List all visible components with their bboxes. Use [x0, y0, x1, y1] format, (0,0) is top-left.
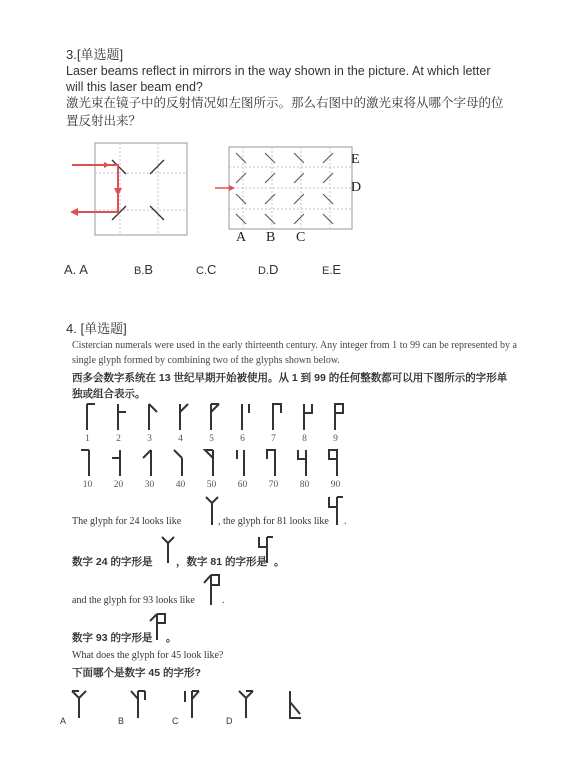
q3-option-c-key: C. — [196, 265, 207, 277]
grid-label-e: E — [351, 152, 360, 167]
glyph-7 — [258, 400, 289, 450]
q3-option-b[interactable] — [134, 262, 153, 277]
q3-option-d[interactable] — [258, 262, 278, 277]
glyph-10 — [72, 446, 103, 496]
q4-choice-e-glyph[interactable] — [274, 688, 314, 728]
q4-choice-b[interactable] — [118, 688, 158, 728]
q3-prompt-en: Laser beams reflect in mirrors in the way shown in the picture. At which letter will this laser beam end? — [66, 64, 491, 94]
glyph-7-label: 7 — [271, 434, 276, 444]
units-glyph-row — [72, 400, 351, 450]
tens-glyph-row — [72, 446, 351, 496]
glyph-10-label: 10 — [82, 480, 93, 490]
glyph-4-label: 4 — [178, 434, 183, 444]
glyph-60 — [227, 446, 258, 496]
glyph-80 — [289, 446, 320, 496]
glyph-8-label: 8 — [302, 434, 307, 444]
q4-choices — [60, 688, 340, 728]
glyph-40 — [165, 446, 196, 496]
example-24-81-cn-line — [72, 535, 512, 569]
glyph-24-cn-icon — [160, 535, 176, 565]
glyph-20 — [103, 446, 134, 496]
glyph-50 — [196, 446, 227, 496]
q3-option-a-key: A. — [64, 262, 77, 277]
q4-choice-b-label: B — [118, 716, 125, 726]
grid-label-d: D — [351, 180, 362, 195]
glyph-6 — [227, 400, 258, 450]
q4-choice-c[interactable] — [172, 688, 212, 728]
glyph-20-label: 20 — [113, 480, 124, 490]
glyph-70 — [258, 446, 289, 496]
glyph-70-label: 70 — [268, 480, 279, 490]
q4-choice-a[interactable] — [60, 688, 100, 728]
ex1-text-c: . — [344, 516, 347, 527]
glyph-90-label: 90 — [330, 480, 341, 490]
glyph-40-label: 40 — [175, 480, 186, 490]
glyph-6-label: 6 — [240, 434, 245, 444]
glyph-2 — [103, 400, 134, 450]
glyph-3 — [134, 400, 165, 450]
glyph-9-label: 9 — [333, 434, 338, 444]
glyph-5-label: 5 — [209, 434, 214, 444]
glyph-90 — [320, 446, 351, 496]
glyph-81-icon — [326, 495, 344, 527]
example-93-line — [72, 573, 512, 609]
glyph-1 — [72, 400, 103, 450]
q4-question-en: What does the glyph for 45 look like? — [72, 650, 224, 661]
glyph-60-label: 60 — [237, 480, 248, 490]
ex1cn-text-b: ，数字 81 的字形是 — [176, 556, 268, 568]
choice-c-glyph-icon — [180, 688, 204, 720]
q3-option-b-key: B. — [134, 265, 145, 277]
q4-question-cn: 下面哪个是数字 45 的字形? — [72, 667, 201, 679]
q4-choice-a-label: A — [60, 716, 67, 726]
q3-option-c-value: C — [207, 262, 217, 277]
ex2cn-text: 数字 93 的字形是 — [72, 632, 153, 644]
grid-label-c: C — [296, 230, 306, 245]
choice-b-glyph-icon — [126, 688, 150, 720]
ex2cn-end: 。 — [166, 632, 177, 644]
glyph-80-label: 80 — [299, 480, 310, 490]
ex2-end: . — [222, 595, 225, 606]
grid-label-a: A — [236, 230, 247, 245]
q4-prompt-en: Cistercian numerals were used in the early thirteenth century. Any integer from 1 to 99 can be represented by a single glyph formed by combining two of the glyphs shown below. — [72, 340, 517, 366]
glyph-4 — [165, 400, 196, 450]
q3-option-c[interactable] — [196, 262, 216, 277]
q4-title: 4. [单选题] — [66, 321, 127, 336]
glyph-93-cn-icon — [148, 612, 166, 642]
glyph-1-label: 1 — [85, 434, 90, 444]
q4-choice-d-label: D — [226, 716, 233, 726]
ex1-text-b: , the glyph for 81 looks like — [218, 516, 329, 527]
glyph-30-label: 30 — [144, 480, 155, 490]
ex1cn-text-c: 。 — [274, 556, 285, 568]
glyph-5 — [196, 400, 227, 450]
q3-option-e[interactable] — [322, 262, 341, 277]
choice-a-glyph-icon — [68, 688, 90, 720]
q3-option-a-value: A — [79, 262, 88, 277]
glyph-8 — [289, 400, 320, 450]
glyph-2-label: 2 — [116, 434, 121, 444]
choice-e-glyph-icon — [282, 688, 306, 720]
ex2-text: and the glyph for 93 looks like — [72, 595, 195, 606]
q3-option-e-value: E — [332, 262, 342, 277]
q3-option-a[interactable] — [64, 262, 88, 277]
q4-prompt-cn: 西多会数字系统在 13 世纪早期开始被使用。从 1 到 99 的任何整数都可以用下图所示的字形单独或组合表示。 — [72, 372, 508, 400]
glyph-9 — [320, 400, 351, 450]
ex1cn-text-a: 数字 24 的字形是 — [72, 556, 153, 568]
q3-option-e-key: E. — [322, 265, 333, 277]
glyph-50-label: 50 — [206, 480, 217, 490]
glyph-3-label: 3 — [147, 434, 152, 444]
glyph-81-cn-icon — [256, 535, 274, 565]
example-24-81-line — [72, 495, 512, 529]
q3-option-d-key: D. — [258, 265, 269, 277]
choice-d-glyph-icon — [234, 688, 258, 720]
grid-label-b: B — [266, 230, 276, 245]
q4-choice-c-label: C — [172, 716, 179, 726]
glyph-93-icon — [202, 573, 220, 607]
q3-title: 3.[单选题] — [66, 47, 124, 62]
q3-option-b-value: B — [144, 262, 154, 277]
example-93-cn-line — [72, 612, 512, 644]
q3-prompt-cn: 激光束在镜子中的反射情况如左图所示。那么右图中的激光束将从哪个字母的位置反射出来？ — [66, 96, 504, 128]
q3-option-d-value: D — [269, 262, 279, 277]
q4-choice-d[interactable] — [226, 688, 266, 728]
glyph-30 — [134, 446, 165, 496]
laser-example-diagram — [70, 140, 195, 240]
ex1-text-a: The glyph for 24 looks like — [72, 516, 182, 527]
